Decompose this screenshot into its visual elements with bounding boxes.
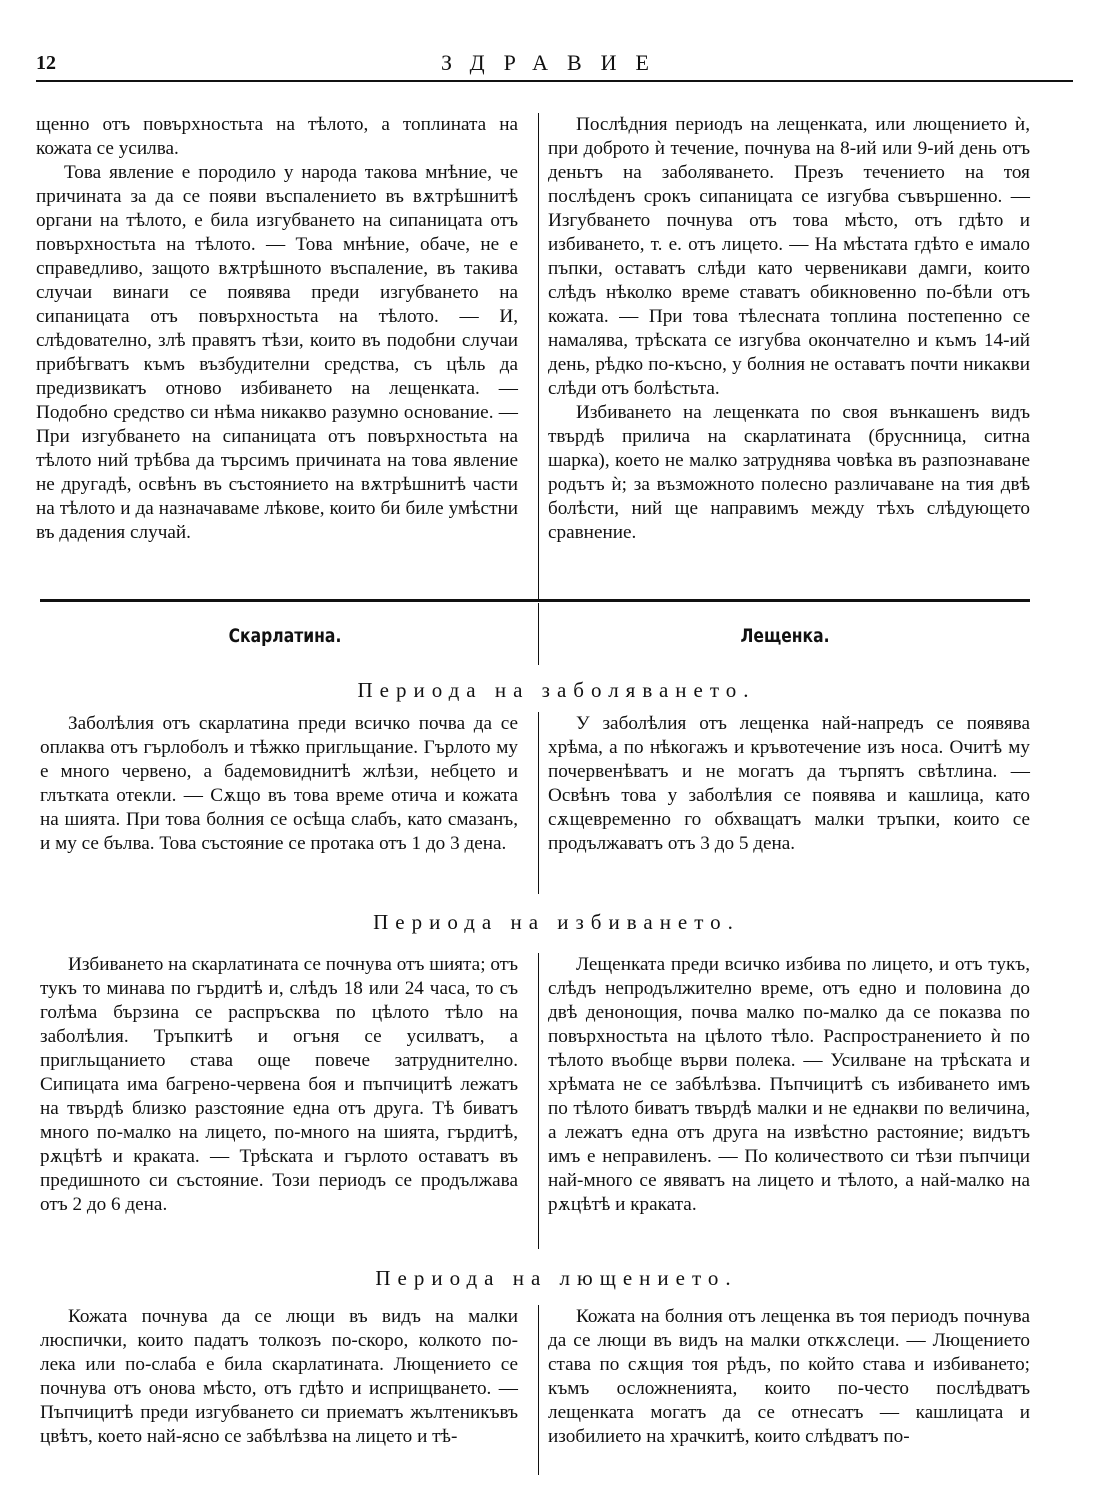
period-right-paragraph: Лещенката преди всичко избива по лицето, и отъ тукъ, слѣдъ непродължително време, отъ едно и половина до двѣ денонощия, почва малко по-малко да се показва по повърхностьта на цѣлото тѣло. Распространението ѝ по тѣлото въобще върви полека. — Усилване на трѣската и хрѣмата не се забѣлѣзва. Пъпчицитѣ съ избиването имъ по тѣлото биватъ твърдѣ малки и не еднакви по величина, а лежатъ една отъ друга на извѣстно растояние; видътъ имъ е неправиленъ. — По количеството си тѣзи пъпчици най-много се явяватъ на лицето и тѣлото, а най-малко на рѫцѣтѣ и краката. [548, 954, 1030, 1215]
intro-right-paragraph: Послѣдния периодъ на лещенката, или лющението ѝ, при доброто ѝ течение, почнува на 8-ий или 9-ий день отъ деньтъ на заболяването. Презъ течението на тоя послѣденъ срокъ сипаницата се изгубва съвършенно. — Изгубването почнува отъ това мѣсто, отъ гдѣто и избиването, т. е. отъ лицето. — На мѣстата гдѣто е имало пъпки, оставатъ слѣди като червеникави дамги, които слѣдъ нѣколко време ставатъ обикновенно по-бѣли отъ кожата. — При това тѣлесната топлина постепенно се намалява, трѣската се изгубва окончателно и къмъ 14-ий день, рѣдко по-късно, у болния не оставатъ почти никакви слѣди отъ болѣстьта. [548, 114, 1030, 399]
column-divider [538, 712, 539, 894]
period-left-text [40, 712, 518, 856]
period-left-paragraph: Кожата почнува да се лющи въ видъ на малки люспички, които падатъ толкозъ по-скоро, колкото по-лека или по-слаба е била скарлатината. Лющението се почнува отъ онова мѣсто, отъ гдѣто и исприщването. — Пъпчицитѣ преди изгубването си приематъ жълтеникъвъ цвѣтъ, което най-ясно се забѣлѣзва на лицето и тѣ- [40, 1306, 518, 1447]
page-header [36, 44, 1073, 82]
period-left-paragraph: Избиването на скарлатината се почнува отъ шията; отъ тукъ то минава по гърдитѣ и, слѣдъ 18 или 24 часа, то съ голѣма бързина се распръсква по цѣлото тѣло на заболѣлия. Тръпкитѣ и огъня се усилватъ, а пригльщанието става още повече затруднително. Сипицата има багрено-червена боя и пъпчицитѣ лежатъ на твърдѣ близко разстояние една отъ друга. Тѣ биватъ много по-малко на лицето, по-много на шията, гърдитѣ, рѫцѣтѣ и краката. — Трѣската и гърлото оставатъ въ предишното си състояние. Този периодъ се продължава отъ 2 до 6 дена. [40, 954, 518, 1215]
column-divider [538, 953, 539, 1249]
period-right-paragraph: У заболѣлия отъ лещенка най-напредъ се появява хрѣма, а по нѣкогажъ и кръвотечение изъ носа. Очитѣ му почервенѣватъ и не могатъ да търпятъ свѣтлина. — Освѣнъ това у заболѣлия се появява и кашлица, като сѫщевременно го обхващатъ малки тръпки, които се продължаватъ отъ 3 до 5 дена. [548, 713, 1030, 854]
period-right-paragraph: Кожата на болния отъ лещенка въ тоя периодъ почнува да се лющи въ видъ на малки откѫслеци. — Лющението става по сѫщия тоя рѣдъ, по който става и избиването; къмъ осложненията, които по-често послѣдватъ лещенката могатъ да се отнесатъ — кашлицата и изобилието на храчкитѣ, които слѣдватъ по- [548, 1306, 1030, 1447]
column-divider [538, 113, 539, 599]
period-left-paragraph: Заболѣлия отъ скарлатина преди всичко почва да се оплаква отъ гърлоболъ и тѣжко пригльщание. Гърлото му е много червено, а бадемовиднитѣ жлѣзи, небцето и глътката отекли. — Сѫщо въ това време отича и кожата на шията. При това болния се осѣща слабъ, като смазанъ, и му се бълва. Това състояние се протака отъ 1 до 3 дена. [40, 713, 518, 854]
period-right-text [548, 953, 1030, 1217]
period-right-text [548, 712, 1030, 856]
intro-left-column [36, 113, 518, 545]
period-title: Периода на лющението. [375, 1266, 738, 1290]
journal-title: ЗДРАВИЕ [441, 50, 668, 75]
intro-right-paragraph: Избиването на лещенката по своя вънкашенъ видъ твърдѣ прилича на скарлатината (бруснница, ситна шарка), което не малко затруднява човѣка въ разпознаване родътъ ѝ; за възможното полесно различаване на тия двѣ болѣсти, ний ще направимъ между тѣхъ слѣдующето сравнение. [548, 402, 1030, 543]
section-rule [40, 599, 1030, 602]
intro-left-paragraph: Това явление е породило у народа такова мнѣние, че причината за да се появи въспалението въ вѫтрѣшнитѣ органи на тѣлото, е била изгубването на сипаницата отъ повърхностьта на тѣлото. — Това мнѣние, обаче, не е справедливо, защото вѫтрѣшното въспаление, въ такива случаи винаги се появява преди изгубването на сипаницата отъ повърхностьта на тѣлото. — И, слѣдователно, злѣ правятъ тѣзи, които въ подобни случаи прибѣгватъ къмъ възбудителни средства, съ цѣль да предизвикатъ отново избиването на лещенката. — Подобно средство си нѣма никакво разумно основание. — При изгубването на сипаницата отъ повърхностьта на тѣлото ний трѣбва да търсимъ причината на това явление не другадѣ, освѣнъ въ състоянието на вѫтрѣшнитѣ части на тѣлото и да назначаваме лѣкове, които би биле умѣстни въ дадения случай. [36, 162, 518, 543]
column-divider [538, 603, 539, 665]
period-right-text [548, 1305, 1030, 1449]
period-title: Периода на заболяването. [357, 678, 756, 702]
period-left-text [40, 953, 518, 1217]
period-title: Периода на избиването. [373, 910, 740, 934]
measles-heading: Лещенка. [740, 625, 830, 647]
period-left-text [40, 1305, 518, 1449]
intro-right-column [548, 113, 1030, 545]
intro-left-paragraph: щенно отъ повърхностьта на тѣлото, а топлината на кожата се усилва. [36, 114, 518, 159]
scarlatina-heading: Скарлатина. [228, 625, 342, 647]
page-number: 12 [36, 52, 56, 74]
column-divider [538, 1305, 539, 1475]
